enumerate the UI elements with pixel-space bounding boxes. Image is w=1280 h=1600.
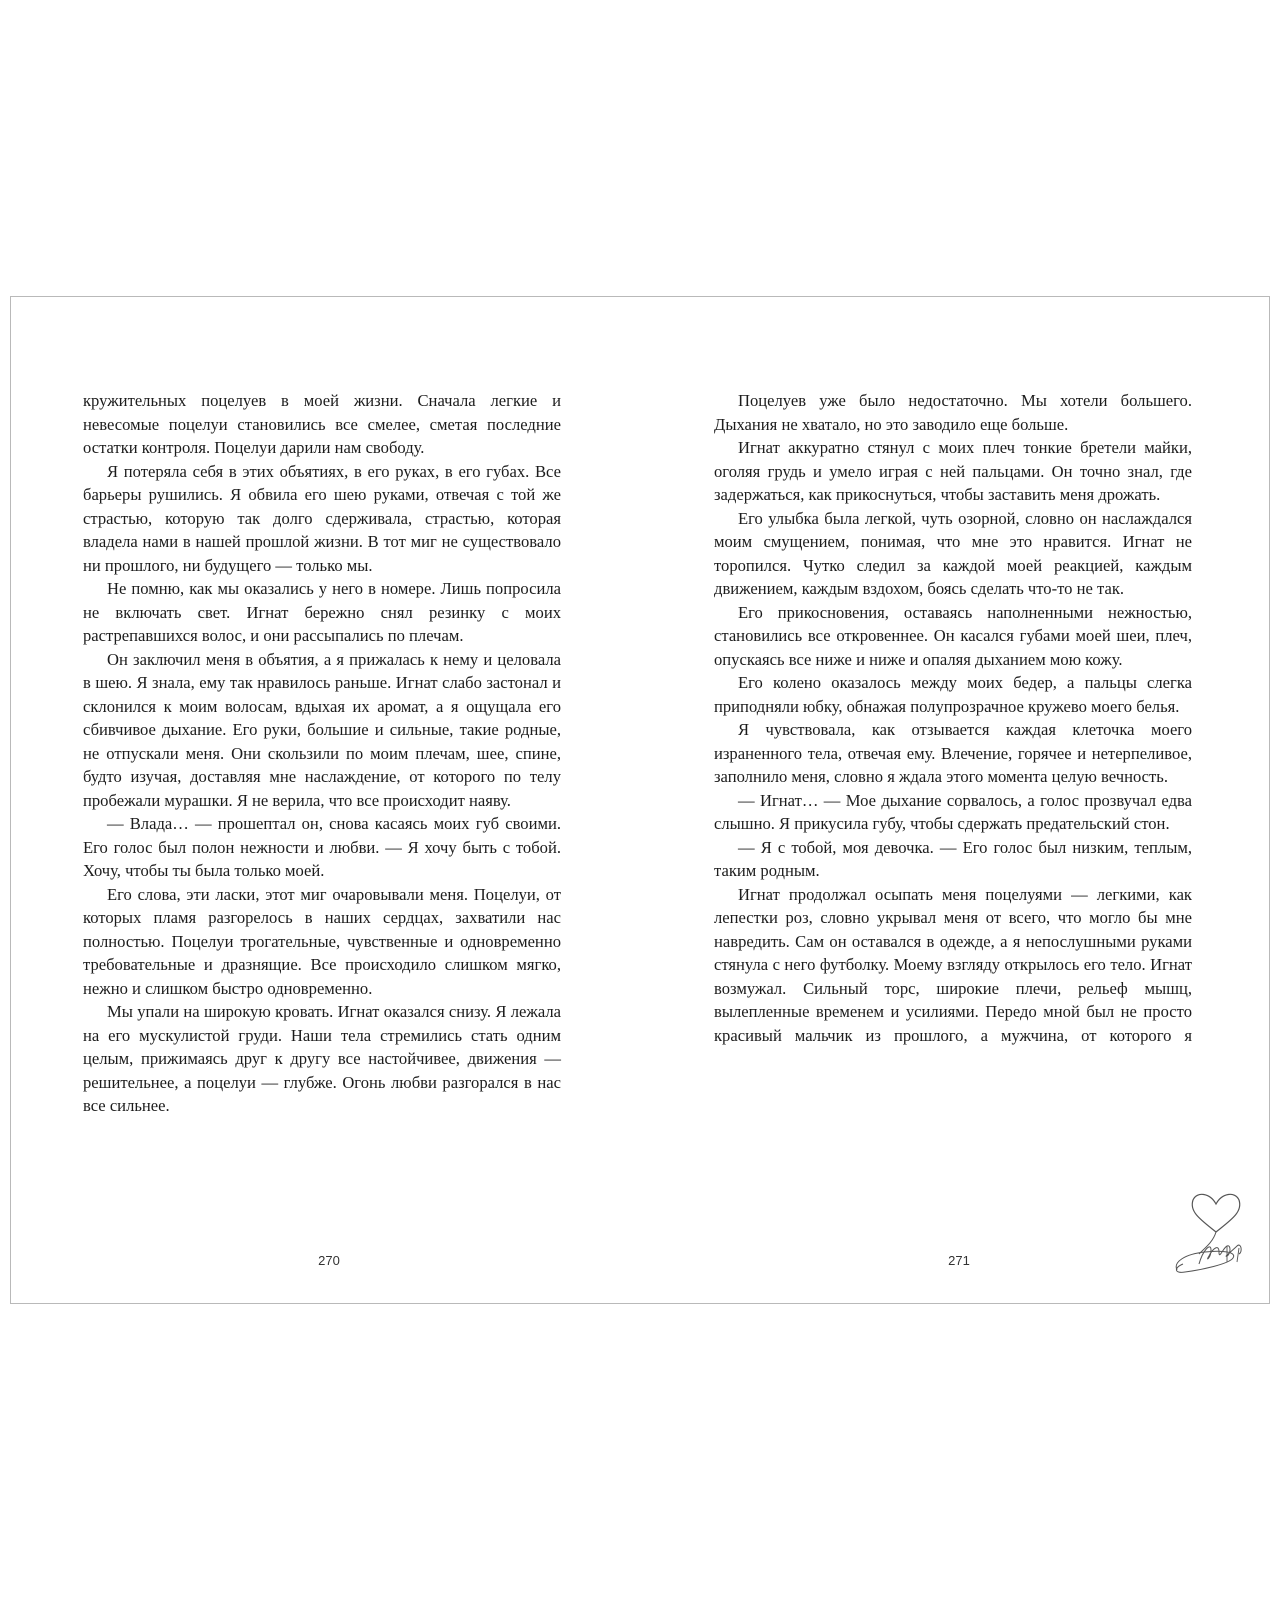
page-number-left: 270 (318, 1253, 340, 1268)
heart-signature-icon (1171, 1192, 1261, 1287)
paragraph: — Я с тобой, моя девочка. — Его голос был низким, теплым, таким родным. (714, 837, 1192, 880)
paragraph: Поцелуев уже было недостаточно. Мы хотели большего. Дыхания не хватало, но это заводило еще больше. (714, 391, 1192, 434)
book-spread (10, 296, 1270, 1304)
paragraph: Мы упали на широкую кровать. Игнат оказался снизу. Я лежала на его мускулистой груди. Наши тела стремились стать одним целым, прижимаясь друг к другу все настойчивее, движения — решительнее, а поцелуи — глубже. Огонь любви разгорался в нас все сильнее. (83, 1002, 561, 1115)
paragraph: кружительных поцелуев в моей жизни. Сначала легкие и невесомые поцелуи становились все смелее, сметая последние остатки контроля. Поцелуи дарили нам свободу. (83, 391, 561, 457)
paragraph: Его колено оказалось между моих бедер, а пальцы слегка приподняли юбку, обнажая полупрозрачное кружево моего белья. (714, 673, 1192, 716)
paragraph: — Влада… — прошептал он, снова касаясь моих губ своими. Его голос был полон нежности и любви. — Я хочу быть с тобой. Хочу, чтобы ты была только моей. (83, 814, 561, 880)
paragraph: Его улыбка была легкой, чуть озорной, словно он наслаждался моим смущением, понимая, что мне это нравится. Игнат не торопился. Чутко следил за каждой моей реакцией, каждым движением, каждым вздохом, боясь сделать что-то не так. (714, 508, 1192, 598)
paragraph: — Игнат… — Мое дыхание сорвалось, а голос прозвучал едва слышно. Я прикусила губу, чтобы сдержать предательский стон. (714, 790, 1192, 833)
paragraph: Я чувствовала, как отзывается каждая клеточка моего израненного тела, отвечая ему. Влечение, горячее и нетерпеливое, заполнило меня, словно я ждала этого момента целую вечность. (714, 720, 1192, 786)
right-page (714, 389, 1192, 1047)
paragraph: Его прикосновения, оставаясь наполненными нежностью, становились все откровеннее. Он касался губами моей шеи, плеч, опускаясь все ниже и ниже и опаляя дыханием мою кожу. (714, 602, 1192, 669)
page-number-right: 271 (948, 1253, 970, 1268)
right-page-text (714, 389, 1192, 1047)
paragraph: Не помню, как мы оказались у него в номере. Лишь попросила не включать свет. Игнат бережно снял резинку с моих растрепавшихся волос, и они рассыпались по плечам. (83, 579, 561, 645)
paragraph: Игнат продолжал осыпать меня поцелуями — легкими, как лепестки роз, словно укрывал меня от всего, что могло бы мне навредить. Сам он оставался в одежде, а я непослушными руками стянула с него футболку. Моему взгляду открылось его тело. Игнат возмужал. Сильный торс, широкие плечи, рельеф мышц, вылепленные временем и усилиями. Передо мной был не просто красивый мальчик из прошлого, а мужчина, от которого я (714, 884, 1192, 1045)
paragraph: Его слова, эти ласки, этот миг очаровывали меня. Поцелуи, от которых пламя разгорелось в наших сердцах, захватили нас полностью. Поцелуи трогательные, чувственные и одновременно требовательные и дразнящие. Все происходило слишком мягко, нежно и слишком быстро одновременно. (83, 884, 561, 998)
paragraph: Игнат аккуратно стянул с моих плеч тонкие бретели майки, оголяя грудь и умело играя с ней пальцами. Он точно знал, где задержаться, как прикоснуться, чтобы заставить меня дрожать. (714, 438, 1192, 504)
paragraph: Я потеряла себя в этих объятиях, в его руках, в его губах. Все барьеры рушились. Я обвила его шею руками, отвечая с той же страстью, которую так долго сдерживала, страстью, которая владела нами в нашей прошлой жизни. В тот миг не существовало ни прошлого, ни будущего — только мы. (83, 461, 561, 575)
left-page (83, 389, 561, 1118)
left-page-text (83, 389, 561, 1118)
paragraph: Он заключил меня в объятия, а я прижалась к нему и целовала в шею. Я знала, ему так нравилось раньше. Игнат слабо застонал и склонился к моим волосам, вдыхая их аромат, а я ощущала его сбивчивое дыхание. Его руки, большие и сильные, такие родные, не отпускали меня. Они скользили по моим плечам, шее, спине, будто изучая, доставляя мне наслаждение, от которого по телу пробежали мурашки. Я не верила, что все происходит наяву. (83, 649, 561, 810)
